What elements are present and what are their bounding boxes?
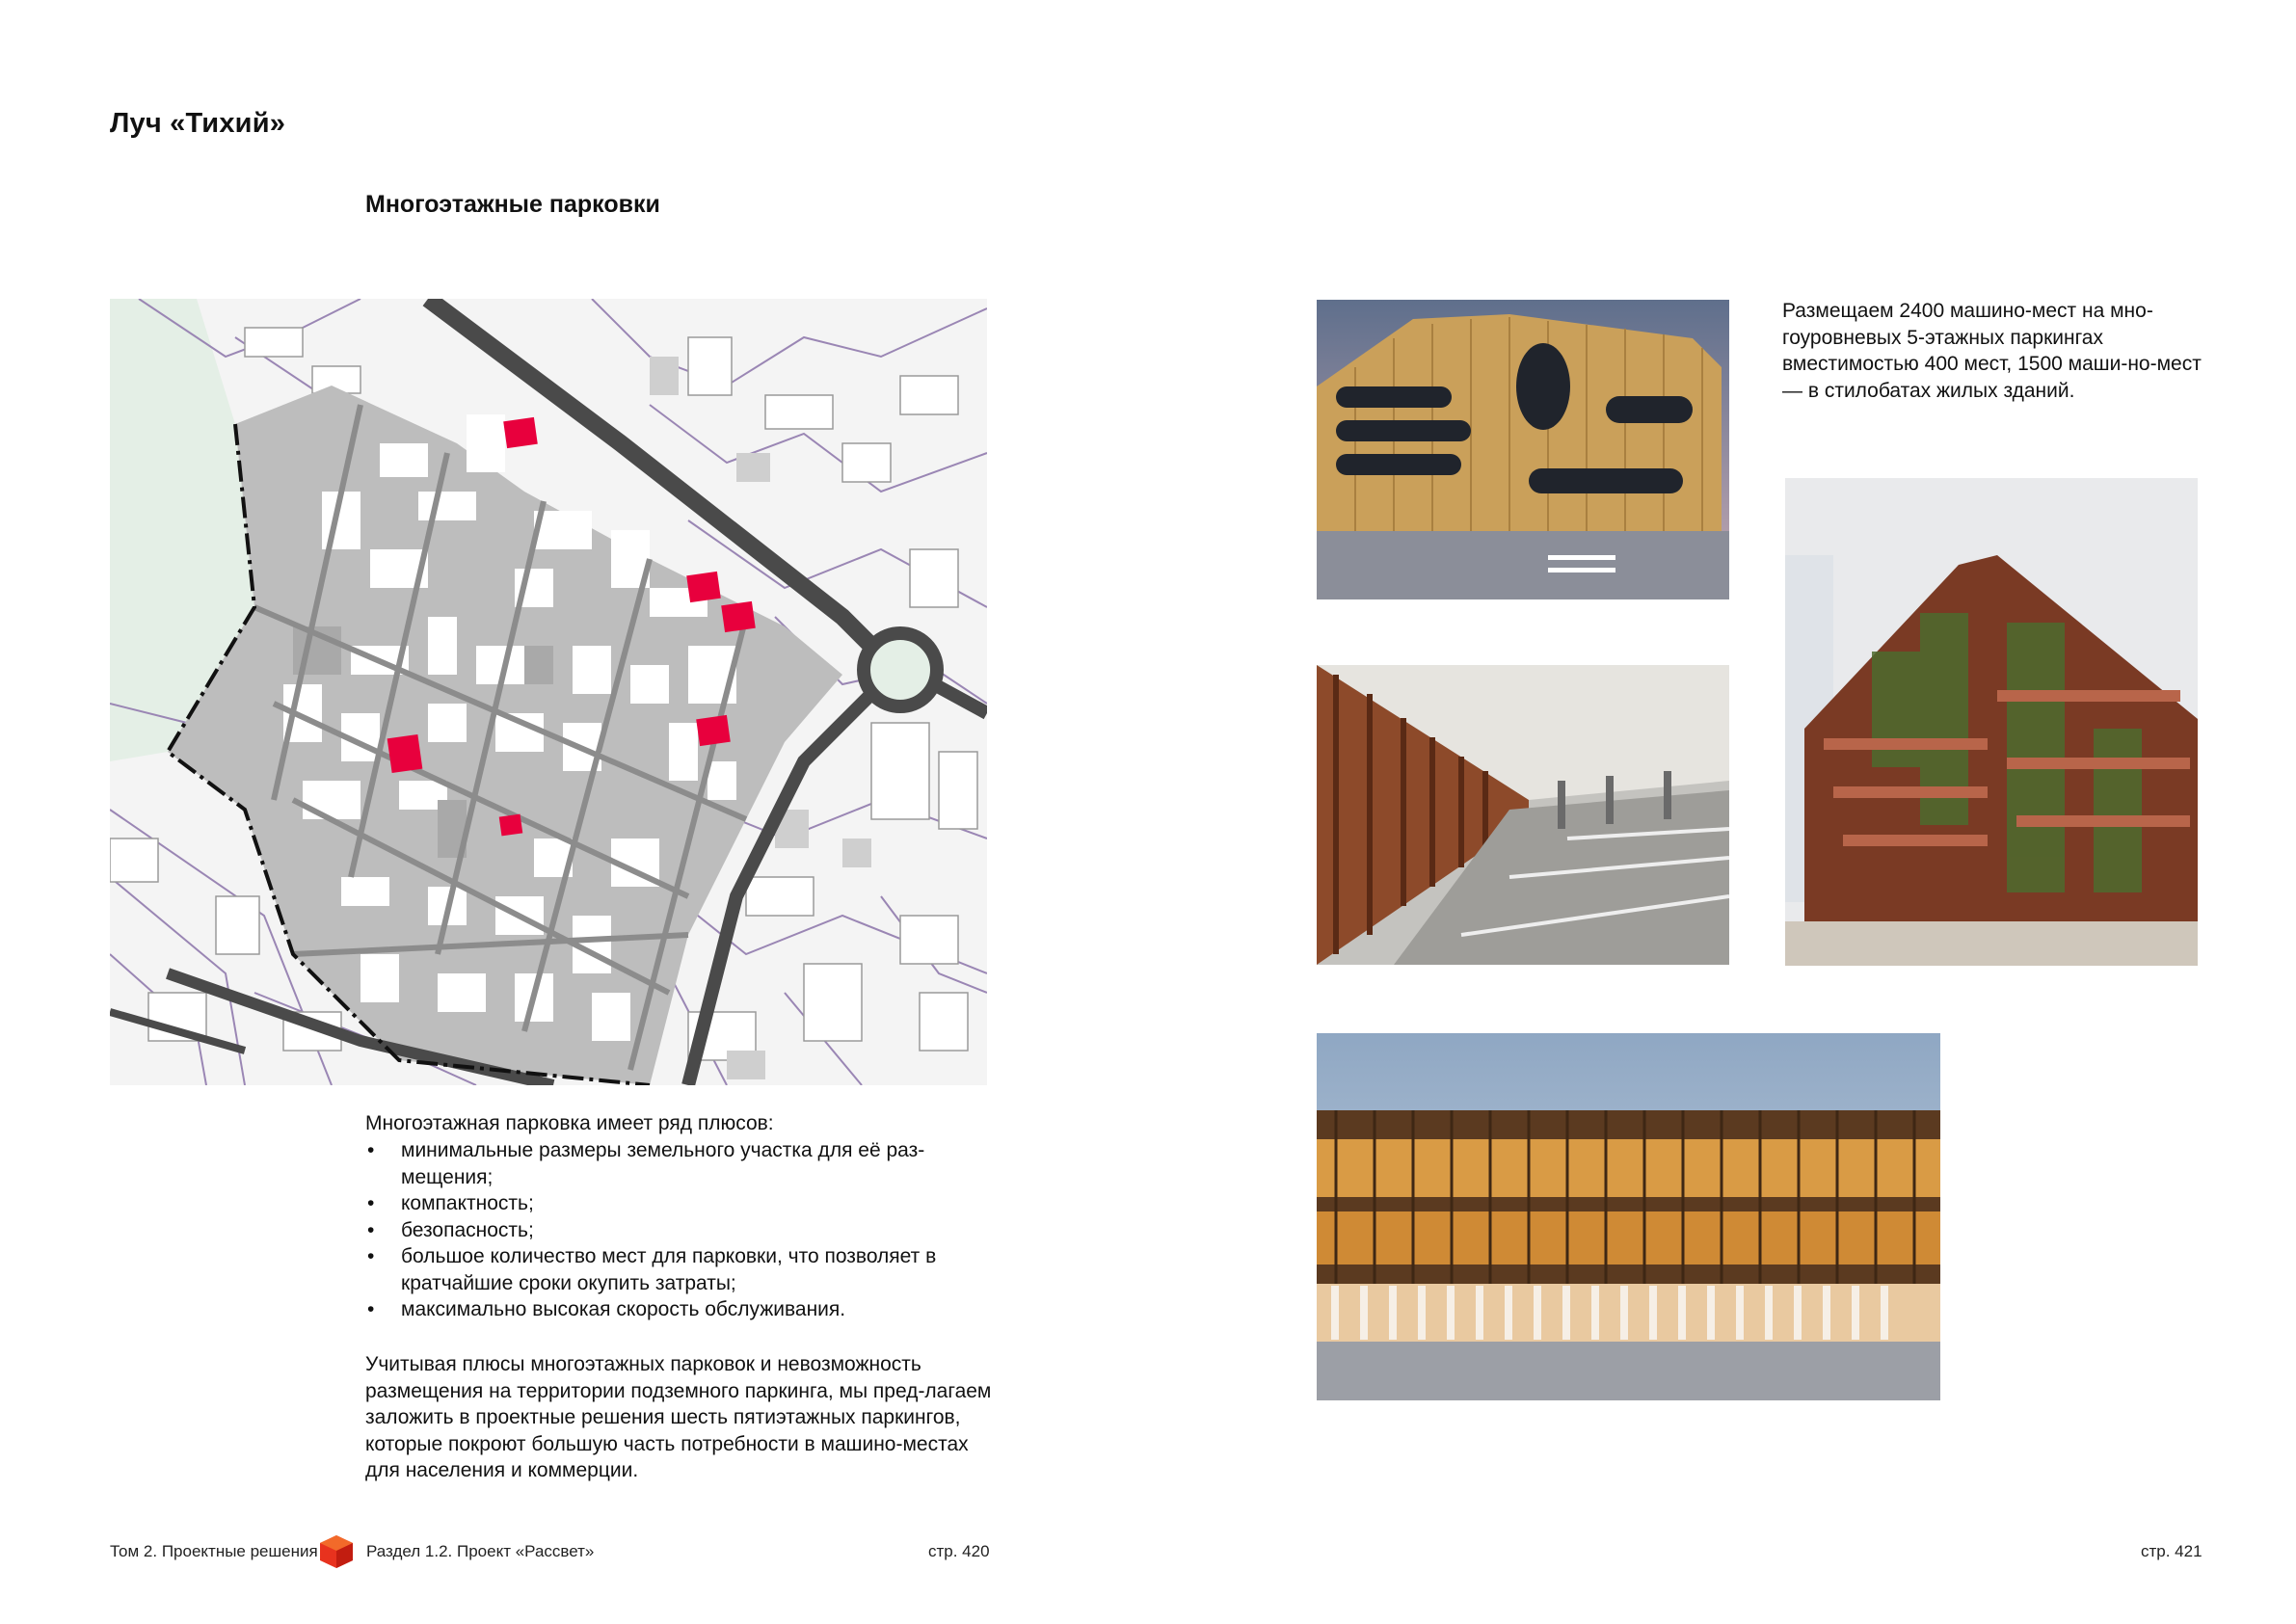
roundabout — [864, 633, 937, 706]
benefit-item: • большое количество мест для парковки, что позволяет в кратчайшие сроки окупить затраты; — [365, 1243, 1001, 1296]
footer-section: Раздел 1.2. Проект «Рассвет» — [366, 1542, 595, 1560]
benefit-item: • безопасность; — [365, 1217, 1001, 1244]
footer-volume: Том 2. Проектные решения — [110, 1542, 318, 1560]
benefits-intro: Многоэтажная парковка имеет ряд плюсов: — [365, 1112, 774, 1134]
photo-evening-parking — [1317, 1033, 1940, 1400]
benefits-list — [365, 1137, 1001, 1323]
benefit-item: • максимально высокая скорость обслуживания. — [365, 1296, 1001, 1323]
footer-page-right: стр. 421 — [2141, 1542, 2203, 1560]
conclusion-paragraph: Учитывая плюсы многоэтажных парковок и невозможность размещения на территории подземного паркинга, мы пред-лагаем заложить в проектные решения шесть пятиэтажных паркингов, которые покроют большую часть потребности в машино-местах для населения и коммерции. — [365, 1353, 992, 1481]
photo-green-facade-parking — [1785, 478, 2198, 966]
section-title: Луч «Тихий» — [110, 108, 286, 139]
benefit-item: • минимальные размеры земельного участка для её раз-мещения; — [365, 1137, 1001, 1190]
footer-page-left: стр. 420 — [928, 1542, 990, 1560]
logo-icon — [316, 1531, 357, 1570]
photo-wooden-parking — [1317, 300, 1729, 599]
page-subtitle: Многоэтажные парковки — [365, 191, 660, 218]
parking-capacity-description: Размещаем 2400 машино-мест на мно-гоуровневых 5-этажных паркингах вместимостью 400 мест, 1500 маши-но-мест — в стилобатах жилых зданий. — [1782, 300, 2202, 402]
benefit-item: • компактность; — [365, 1190, 1001, 1217]
site-plan-map — [110, 299, 987, 1085]
photo-interior-parking — [1317, 665, 1729, 965]
